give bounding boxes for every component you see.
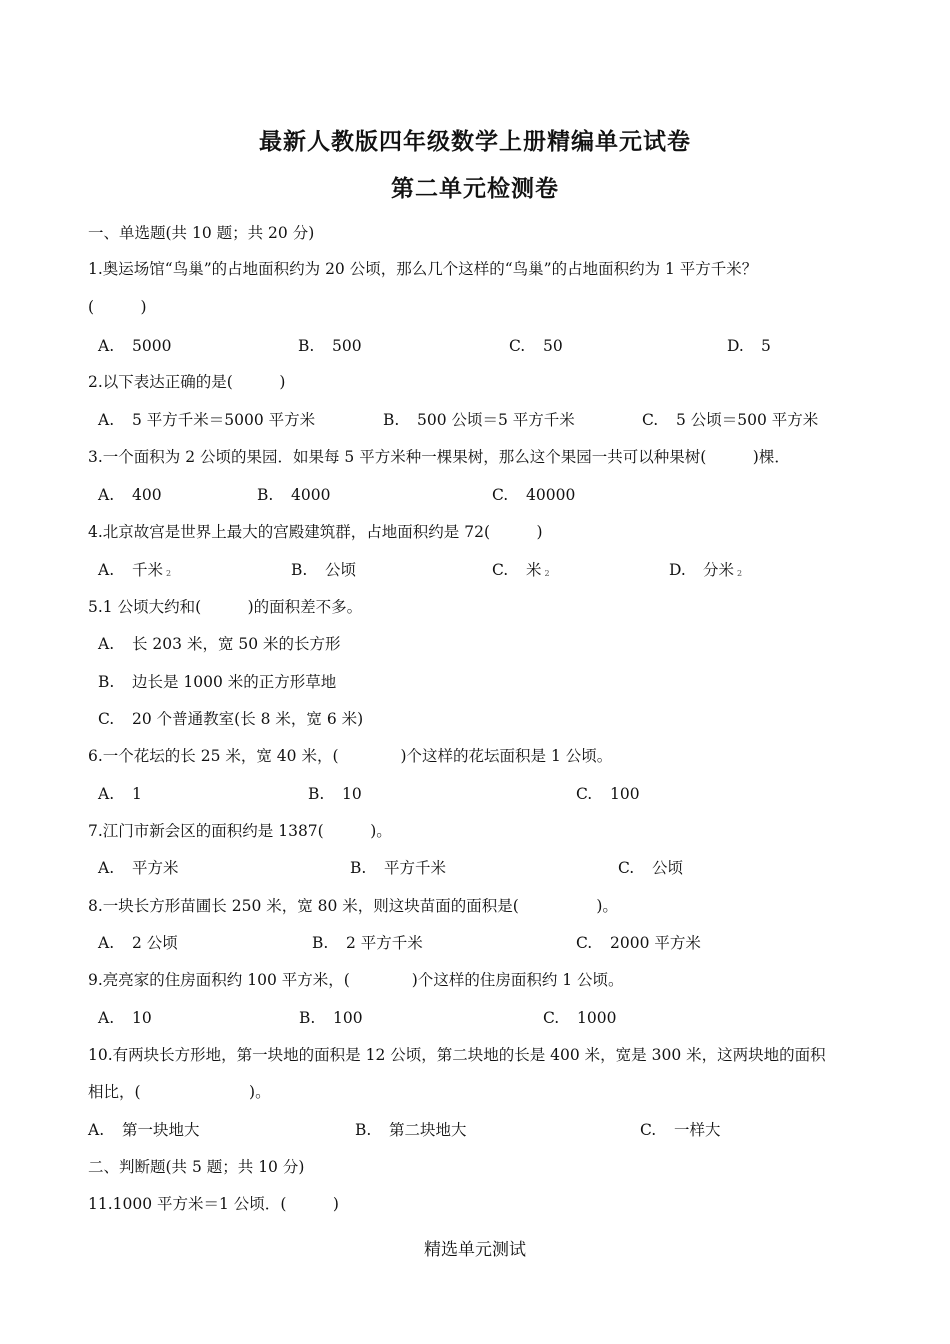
q2-option-a: A. 5 平方千米＝5000 平方米 (98, 411, 316, 429)
question-7: 7.江门市新会区的面积约是 1387( )。 (88, 822, 392, 840)
question-11: 11.1000 平方米＝1 公顷．( ) (88, 1195, 339, 1213)
q4-option-c: C. 米 $^2$ (492, 561, 550, 579)
q2-option-b: B. 500 公顷＝5 平方千米 (383, 411, 575, 429)
page-footer: 精选单元测试 (424, 1240, 526, 1260)
q5-option-b: B. 边长是 1000 米的正方形草地 (98, 673, 337, 691)
question-4: 4.北京故宫是世界上最大的宫殿建筑群，占地面积约是 72( ) (88, 523, 543, 541)
q1-option-d: D. 5 (727, 337, 771, 355)
page-subtitle: 第二单元检测卷 (391, 176, 559, 202)
q3-option-c: C. 40000 (492, 486, 576, 504)
q4-option-d: D. 分米 $^2$ (669, 561, 743, 579)
q9-option-b: B. 100 (299, 1009, 363, 1027)
q2-option-c: C. 5 公顷＝500 平方米 (642, 411, 819, 429)
question-2: 2.以下表达正确的是( ) (88, 373, 286, 391)
q8-option-c: C. 2000 平方米 (576, 934, 701, 952)
q3-option-a: A. 400 (98, 486, 162, 504)
q8-option-a: A. 2 公顷 (98, 934, 178, 952)
q7-option-a: A. 平方米 (98, 859, 179, 877)
page-title: 最新人教版四年级数学上册精编单元试卷 (259, 129, 691, 155)
q5-option-c: C. 20 个普通教室(长 8 米，宽 6 米) (98, 710, 364, 728)
q4-option-b: B. 公顷 (291, 561, 357, 579)
question-1-blank: ( ) (88, 298, 147, 316)
q10-option-a: A. 第一块地大 (88, 1121, 200, 1139)
superscript-2: 2 (737, 569, 743, 578)
question-8: 8.一块长方形苗圃长 250 米，宽 80 米，则这块苗面的面积是( )。 (88, 897, 618, 915)
q3-option-b: B. 4000 (257, 486, 331, 504)
question-5: 5.1 公顷大约和( )的面积差不多。 (88, 598, 363, 616)
q9-option-a: A. 10 (98, 1009, 152, 1027)
section-heading-true-false: 二、判断题(共 5 题；共 10 分) (88, 1158, 305, 1176)
question-10-cont: 相比，( )。 (88, 1083, 271, 1101)
question-6: 6.一个花坛的长 25 米，宽 40 米，( )个这样的花坛面积是 1 公顷。 (88, 747, 613, 765)
q6-option-b: B. 10 (308, 785, 362, 803)
q6-option-c: C. 100 (576, 785, 640, 803)
q7-option-b: B. 平方千米 (350, 859, 447, 877)
superscript-2: 2 (166, 569, 172, 578)
q1-option-b: B. 500 (298, 337, 362, 355)
q10-option-b: B. 第二块地大 (355, 1121, 467, 1139)
question-10: 10.有两块长方形地，第一块地的面积是 12 公顷，第二块地的长是 400 米，宽是 300 米，这两块地的面积 (88, 1046, 826, 1064)
q9-option-c: C. 1000 (543, 1009, 617, 1027)
q8-option-b: B. 2 平方千米 (312, 934, 423, 952)
q10-option-c: C. 一样大 (640, 1121, 721, 1139)
q1-option-a: A. 5000 (98, 337, 172, 355)
question-9: 9.亮亮家的住房面积约 100 平方米，( )个这样的住房面积约 1 公顷。 (88, 971, 624, 989)
q7-option-c: C. 公顷 (618, 859, 684, 877)
superscript-2: 2 (544, 569, 550, 578)
question-3: 3.一个面积为 2 公顷的果园．如果每 5 平方米种一棵果树，那么这个果园一共可以种果树( )棵． (88, 448, 790, 466)
question-1: 1.奥运场馆“鸟巢”的占地面积约为 20 公顷，那么几个这样的“鸟巢”的占地面积约为 1 平方千米？ (88, 260, 758, 278)
section-heading-single-choice: 一、单选题(共 10 题；共 20 分) (88, 224, 315, 242)
q6-option-a: A. 1 (98, 785, 142, 803)
q5-option-a: A. 长 203 米，宽 50 米的长方形 (98, 635, 341, 653)
q1-option-c: C. 50 (509, 337, 563, 355)
q4-option-a: A. 千米 $^2$ (98, 561, 172, 579)
